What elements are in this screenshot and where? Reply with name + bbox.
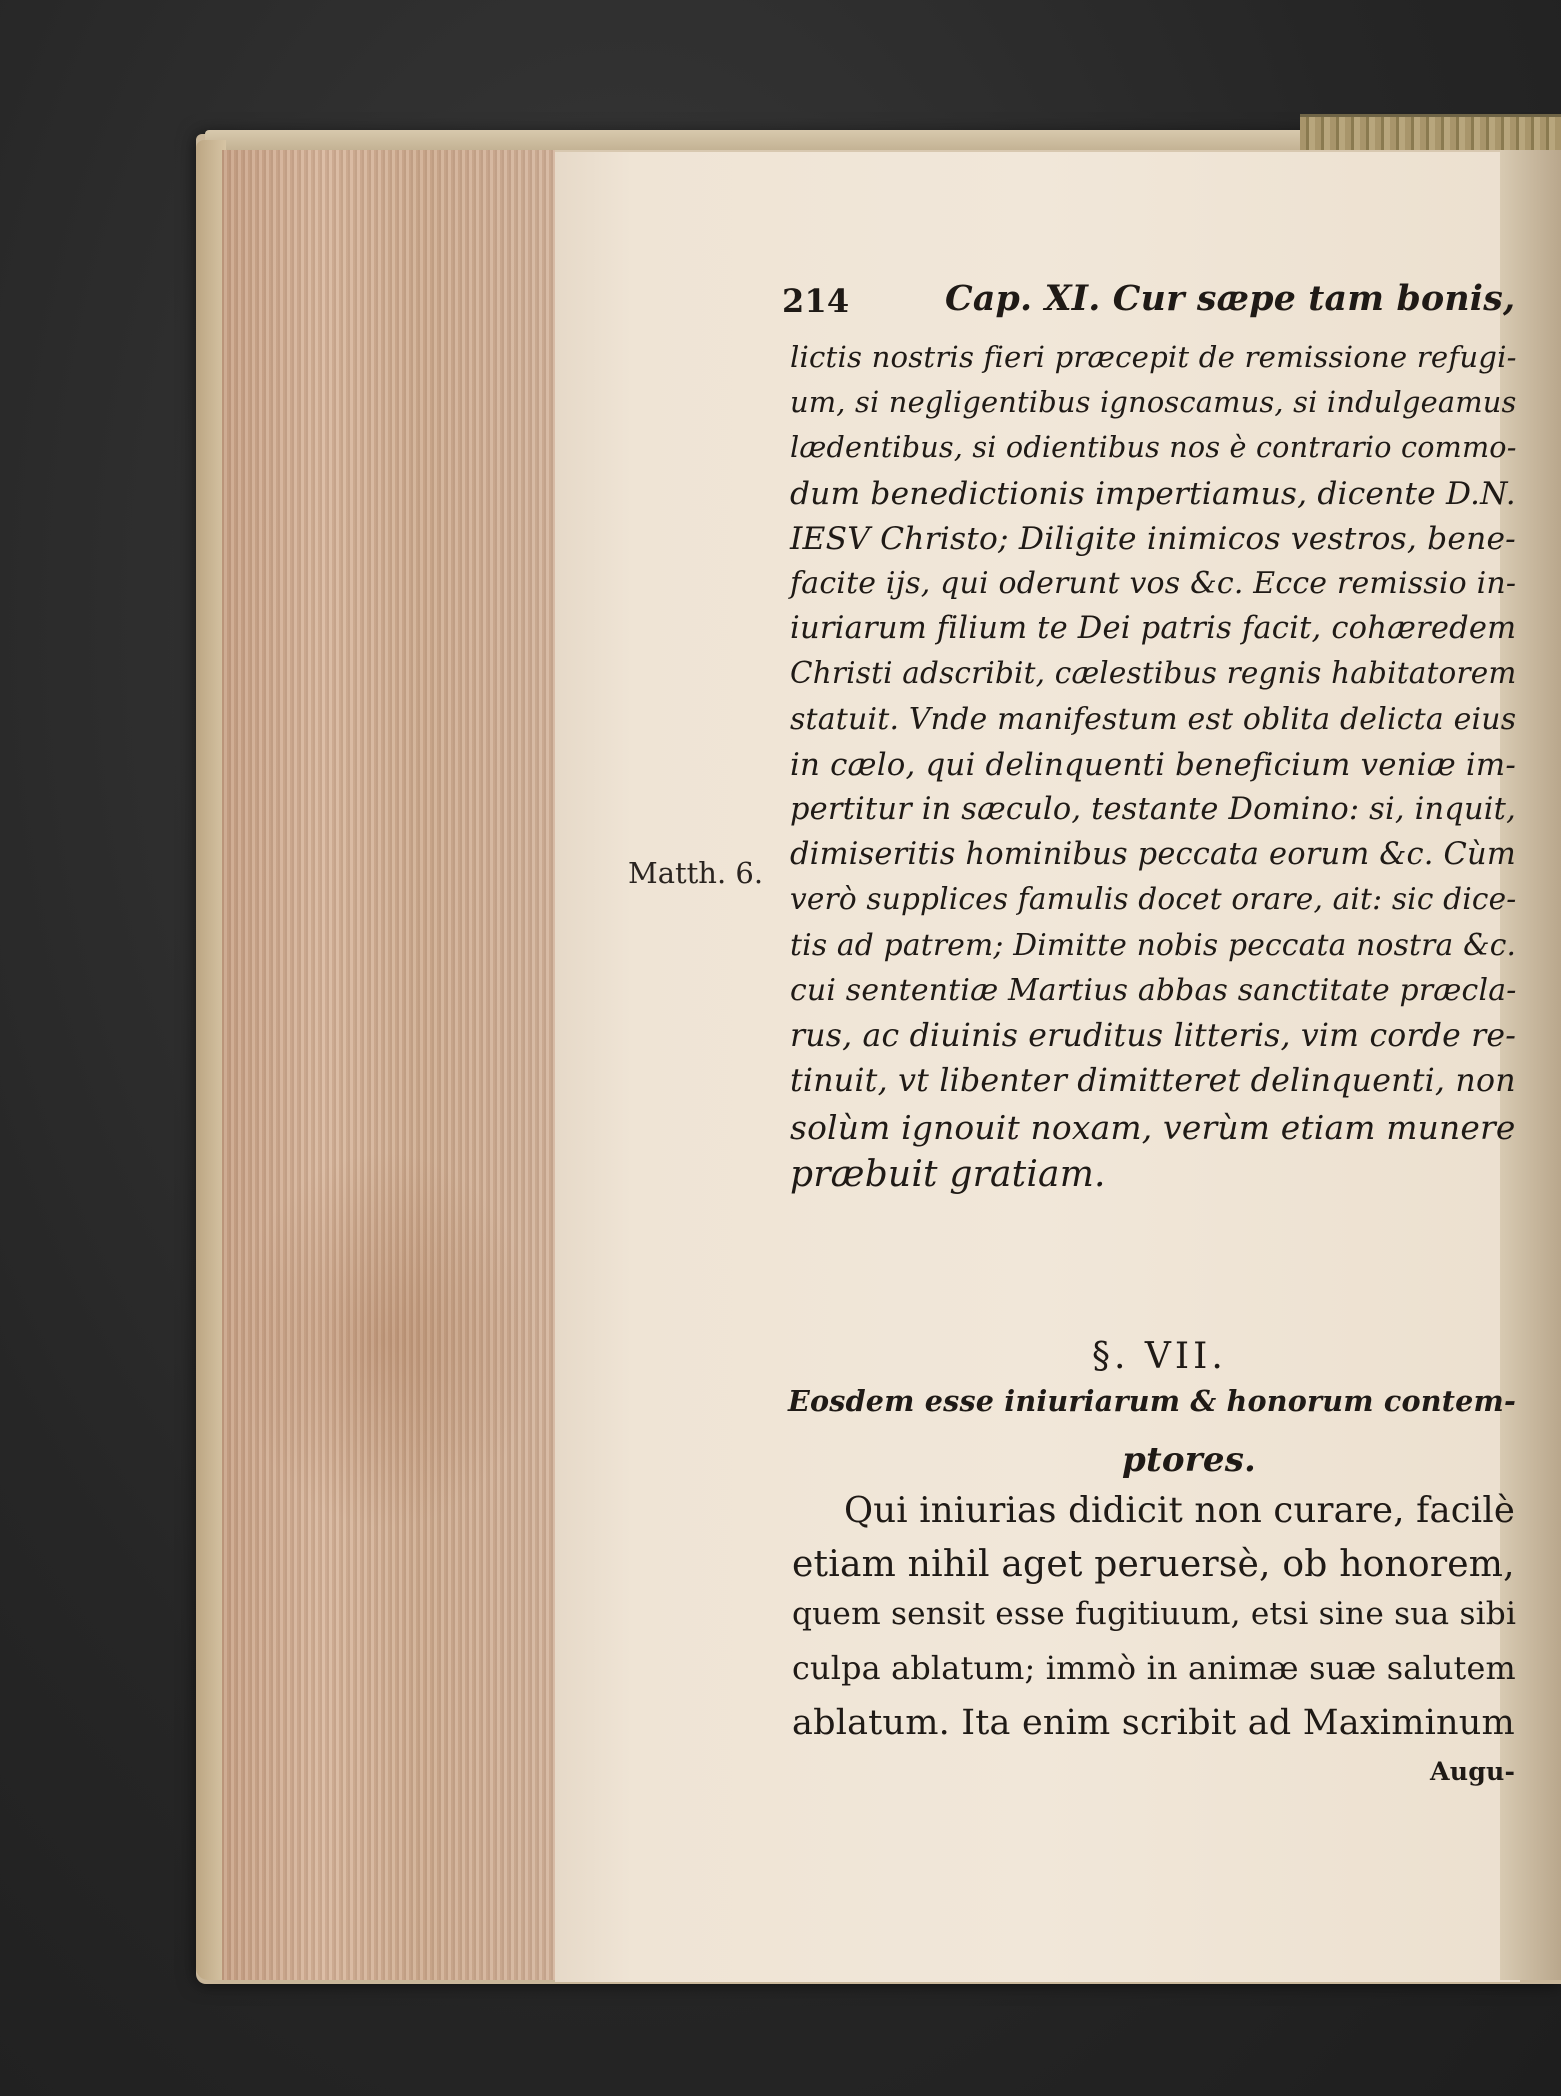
catchword: Augu-	[1430, 1756, 1516, 1786]
body-line: pertitur in sæculo, testante Domino: si, inquit,	[790, 792, 1516, 827]
body-line: quem sensit esse fugitiuum, etsi sine sua sibi	[792, 1596, 1517, 1632]
margin-note: Matth. 6.	[628, 856, 764, 890]
body-line: IESV Christo; Diligite inimicos vestros, bene-	[790, 520, 1516, 557]
body-line: culpa ablatum; immò in animæ suæ salutem	[792, 1649, 1516, 1687]
body-line: dum benedictionis impertiamus, dicente D.N.	[790, 475, 1516, 512]
body-line: iuriarum filium te Dei patris facit, cohæredem	[790, 611, 1517, 647]
body-line: solùm ignouit noxam, verùm etiam munere	[790, 1108, 1516, 1148]
body-line: in cælo, qui delinquenti beneficium veniæ im-	[790, 746, 1516, 783]
body-line: Christi adscribit, cælestibus regnis habitatorem	[790, 656, 1517, 691]
body-line: lictis nostris fieri præcepit de remissione refugi-	[790, 340, 1517, 374]
body-line: tis ad patrem; Dimitte nobis peccata nostra &c.	[790, 927, 1517, 963]
body-line: præbuit gratiam.	[790, 1153, 1106, 1195]
section-number: §. VII.	[1092, 1336, 1227, 1377]
body-line: etiam nihil aget peruersè, ob honorem,	[792, 1543, 1515, 1585]
body-line: tinuit, vt libenter dimitteret delinquenti, non	[790, 1063, 1516, 1100]
body-line: Qui iniurias didicit non curare, facilè	[844, 1490, 1516, 1531]
body-line: ablatum. Ita enim scribit ad Maximinum	[792, 1702, 1515, 1743]
body-line: um, si negligentibus ignoscamus, si indulgeamus	[790, 385, 1517, 420]
running-head: Cap. XI. Cur sæpe tam bonis,	[945, 278, 1516, 319]
body-line: facite ijs, qui oderunt vos &c. Ecce remissio in-	[790, 566, 1517, 601]
section-title-line2: ptores.	[1122, 1440, 1257, 1480]
body-line: rus, ac diuinis eruditus litteris, vim corde re-	[790, 1018, 1517, 1054]
body-line: cui sententiæ Martius abbas sanctitate præcla-	[790, 972, 1517, 1008]
body-line: lædentibus, si odientibus nos è contrario commo-	[790, 430, 1517, 465]
body-line: statuit. Vnde manifestum est oblita delicta eius	[790, 701, 1517, 737]
page-number: 214	[782, 282, 850, 320]
body-line: verò supplices famulis docet orare, ait: sic dice-	[790, 882, 1517, 917]
body-line: dimiseritis hominibus peccata eorum &c. Cùm	[790, 837, 1516, 873]
section-title-line1: Eosdem esse iniuriarum & honorum contem-	[788, 1384, 1517, 1418]
